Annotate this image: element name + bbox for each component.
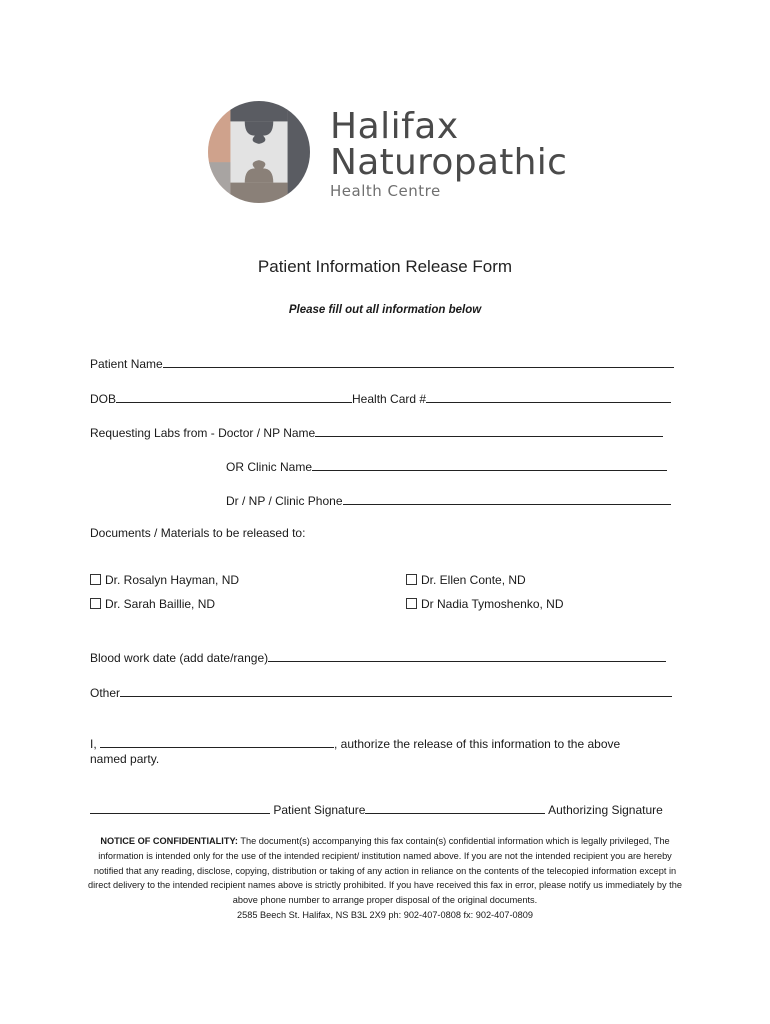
recipient-option[interactable] [406,573,526,587]
requesting-row [90,424,663,440]
bloodwork-field[interactable] [268,649,666,662]
checkbox[interactable] [90,574,101,585]
recipient-label: Dr. Rosalyn Hayman, ND [105,573,240,587]
auth-prefix: I, [90,737,97,751]
notice-heading: NOTICE OF CONFIDENTIALITY: [100,836,238,846]
dob-row [90,390,671,406]
recipient-option[interactable] [406,597,564,611]
recipient-label: Dr Nadia Tymoshenko, ND [421,597,564,611]
clinic-phone-label: Dr / NP / Clinic Phone [226,494,343,508]
authorization-row [90,735,620,751]
clinic-address: 2585 Beech St. Halifax, NS B3L 2X9 ph: 902-407-0808 fx: 902-407-0809 [237,909,533,920]
requesting-field[interactable] [315,424,663,437]
brand-name-line2: Naturopathic [330,142,568,183]
confidentiality-notice [88,834,682,923]
health-card-label: Health Card # [352,392,427,406]
bloodwork-label: Blood work date (add date/range) [90,651,269,665]
brand-name-line1: Halifax [330,106,459,147]
clinic-name-label: OR Clinic Name [226,460,313,474]
requesting-label: Requesting Labs from - Doctor / NP Name [90,426,316,440]
recipient-option[interactable] [90,597,215,611]
checkbox[interactable] [406,574,417,585]
health-card-field[interactable] [426,390,671,403]
auth-text-continued: named party. [90,752,160,766]
patient-name-row [90,355,674,371]
other-field[interactable] [120,684,672,697]
clinic-name-field[interactable] [312,458,667,471]
form-title: Patient Information Release Form [257,257,513,276]
patient-name-label: Patient Name [90,357,163,371]
dob-field[interactable] [116,390,352,403]
patient-signature-label: Patient Signature [273,803,366,817]
brand-tagline: Health Centre [330,182,441,200]
logo-mark-icon [208,101,310,203]
recipient-label: Dr. Sarah Baillie, ND [105,597,216,611]
patient-signature-field[interactable] [90,801,270,814]
other-label: Other [90,686,121,700]
documents-label: Documents / Materials to be released to: [90,526,306,540]
recipient-option[interactable] [90,573,239,587]
auth-text: , authorize the release of this information to the above [334,737,621,751]
other-row [90,684,672,700]
patient-name-field[interactable] [163,355,674,368]
checkbox[interactable] [90,598,101,609]
recipient-label: Dr. Ellen Conte, ND [421,573,526,587]
bloodwork-row [90,649,666,665]
checkbox[interactable] [406,598,417,609]
authorizing-signature-field[interactable] [365,801,545,814]
notice-body: The document(s) accompanying this fax contain(s) confidential information which is legally privileged, The information is intended only for the use of the intended recipient/ institution named above. If you are not the intended recipient you are hereby notified that any reading, disclose, copying, distribution or taking of any action in reliance on the contents of the telecopied information except in direct delivery to the intended recipient names above is strictly prohibited. If you have received this fax in error, please notify us immediately by the above phone number to arrange proper disposal of the original documents. [88,836,682,906]
authorizer-name-field[interactable] [100,735,334,748]
authorizing-signature-label: Authorizing Signature [548,803,663,817]
signature-row [90,801,663,817]
clinic-phone-row [226,492,671,508]
clinic-phone-field[interactable] [343,492,671,505]
clinic-name-row [226,458,667,474]
dob-label: DOB [90,392,117,406]
form-instruction: Please fill out all information below [288,304,482,316]
